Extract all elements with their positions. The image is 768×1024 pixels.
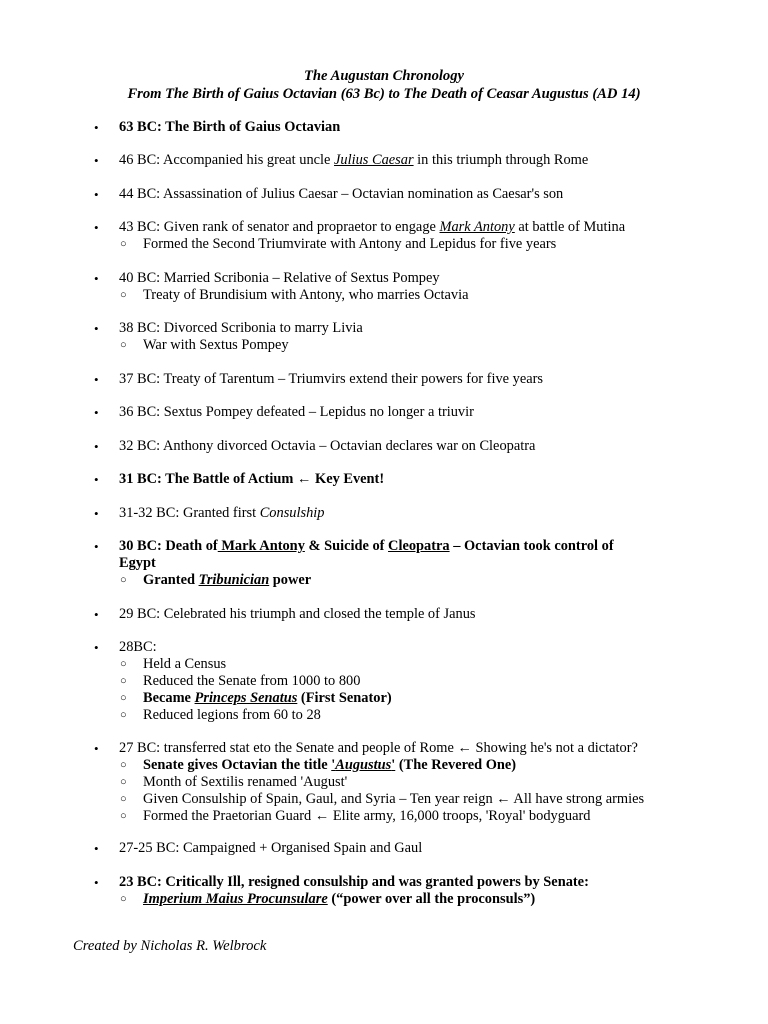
bullet: • [94, 153, 99, 168]
bullet: • [94, 220, 99, 235]
entry-text: 40 BC: Married Scribonia – Relative of Sextus Pompey [119, 270, 440, 286]
list-item [0, 320, 768, 354]
list-item [0, 270, 768, 304]
bullet: • [94, 607, 99, 622]
bullet: • [94, 506, 99, 521]
sub-bullet: ○ [120, 709, 127, 721]
sub-bullet: ○ [120, 692, 127, 704]
bullet: • [94, 372, 99, 387]
entry-text-continued: Egypt [119, 555, 156, 571]
sub-entry-text: Treaty of Brundisium with Antony, who marries Octavia [143, 287, 469, 303]
entry-text: 29 BC: Celebrated his triumph and closed the temple of Janus [119, 606, 476, 622]
link-augustus[interactable]: Augustus [335, 757, 392, 773]
page-title: The Augustan Chronology [303, 68, 465, 84]
sub-bullet: ○ [120, 675, 127, 687]
list-item [0, 505, 768, 522]
sub-bullet: ○ [120, 810, 127, 822]
entry-text: 38 BC: Divorced Scribonia to marry Livia [119, 320, 363, 336]
list-item [0, 740, 768, 825]
list-item [0, 874, 768, 908]
entry-text: 43 BC: Given rank of senator and propraetor to engage Mark Antony at battle of Mutina [119, 219, 626, 235]
sub-entry-text: Reduced the Senate from 1000 to 800 [143, 673, 361, 689]
entry-text: 32 BC: Anthony divorced Octavia – Octavian declares war on Cleopatra [119, 438, 536, 454]
sub-bullet: ○ [120, 574, 127, 586]
link-tribunician[interactable]: Tribunician [198, 572, 270, 588]
sub-bullet: ○ [120, 759, 127, 771]
bullet: • [94, 472, 99, 487]
entry-text: 36 BC: Sextus Pompey defeated – Lepidus no longer a triuvir [119, 404, 474, 420]
entry-text: 23 BC: Critically Ill, resigned consulship and was granted powers by Senate: [119, 874, 589, 890]
list-item [0, 538, 768, 589]
list-item [0, 152, 768, 169]
entry-text: 46 BC: Accompanied his great uncle Julius Caesar in this triumph through Rome [119, 152, 589, 168]
bullet: • [94, 439, 99, 454]
list-item [0, 371, 768, 388]
list-item [0, 119, 768, 136]
sub-entry-text: Imperium Maius Procunsulare (“power over all the proconsuls”) [143, 891, 536, 907]
sub-bullet: ○ [120, 776, 127, 788]
list-item [0, 471, 768, 488]
sub-entry-text: Held a Census [143, 656, 227, 672]
list-item [0, 639, 768, 724]
link-imperium-maius-procunsulare[interactable]: Imperium Maius Procunsulare [143, 891, 328, 907]
bullet: • [94, 741, 99, 756]
list-item [0, 606, 768, 623]
bullet: • [94, 187, 99, 202]
entry-text: 28BC: [119, 639, 157, 655]
list-item [0, 404, 768, 421]
entry-text: 31 BC: The Battle of Actium ← Key Event! [119, 471, 385, 487]
entry-text: 37 BC: Treaty of Tarentum – Triumvirs extend their powers for five years [119, 371, 543, 387]
sub-bullet: ○ [120, 289, 127, 301]
list-item [0, 219, 768, 253]
bullet: • [94, 640, 99, 655]
sub-entry-text: Granted Tribunician power [143, 572, 312, 588]
sub-entry-text: Became Princeps Senatus (First Senator) [143, 690, 392, 706]
sub-entry-text: Formed the Second Triumvirate with Antony and Lepidus for five years [143, 236, 557, 252]
link-cleopatra[interactable]: Cleopatra [388, 538, 450, 554]
link-mark-antony[interactable]: Mark Antony [217, 538, 305, 554]
link-princeps-senatus[interactable]: Princeps Senatus [194, 690, 298, 706]
sub-bullet: ○ [120, 339, 127, 351]
sub-entry-text: Senate gives Octavian the title 'Augustus' (The Revered One) [143, 757, 517, 773]
sub-entry-text: Reduced legions from 60 to 28 [143, 707, 321, 723]
sub-bullet: ○ [120, 893, 127, 905]
entry-text: 27-25 BC: Campaigned + Organised Spain and Gaul [119, 840, 423, 856]
bullet: • [94, 875, 99, 890]
sub-bullet: ○ [120, 238, 127, 250]
bullet: • [94, 841, 99, 856]
page-subtitle: From The Birth of Gaius Octavian (63 Bc) to The Death of Ceasar Augustus (AD 14) [127, 86, 641, 102]
bullet: • [94, 539, 99, 554]
footer-credit: Created by Nicholas R. Welbrock [73, 938, 267, 954]
list-item [0, 840, 768, 857]
sub-bullet: ○ [120, 793, 127, 805]
entry-text: 31-32 BC: Granted first Consulship [119, 505, 325, 521]
sub-entry-text: Month of Sextilis renamed 'August' [143, 774, 348, 790]
sub-entry-text: War with Sextus Pompey [143, 337, 289, 353]
entry-text: 63 BC: The Birth of Gaius Octavian [119, 119, 341, 135]
list-item [0, 186, 768, 203]
list-item [0, 438, 768, 455]
bullet: • [94, 120, 99, 135]
sub-entry-text: Formed the Praetorian Guard ← Elite army, 16,000 troops, 'Royal' bodyguard [143, 808, 591, 824]
bullet: • [94, 321, 99, 336]
bullet: • [94, 405, 99, 420]
sub-entry-text: Given Consulship of Spain, Gaul, and Syria – Ten year reign ← All have strong armies [143, 791, 645, 807]
link-julius-caesar[interactable]: Julius Caesar [334, 152, 414, 168]
sub-bullet: ○ [120, 658, 127, 670]
entry-text: 30 BC: Death of Mark Antony & Suicide of Cleopatra – Octavian took control of [119, 538, 614, 554]
link-mark-antony[interactable]: Mark Antony [439, 219, 515, 235]
entry-text: 27 BC: transferred stat eto the Senate and people of Rome ← Showing he's not a dictator? [119, 740, 638, 756]
bullet: • [94, 271, 99, 286]
entry-text: 44 BC: Assassination of Julius Caesar – Octavian nomination as Caesar's son [119, 186, 564, 202]
